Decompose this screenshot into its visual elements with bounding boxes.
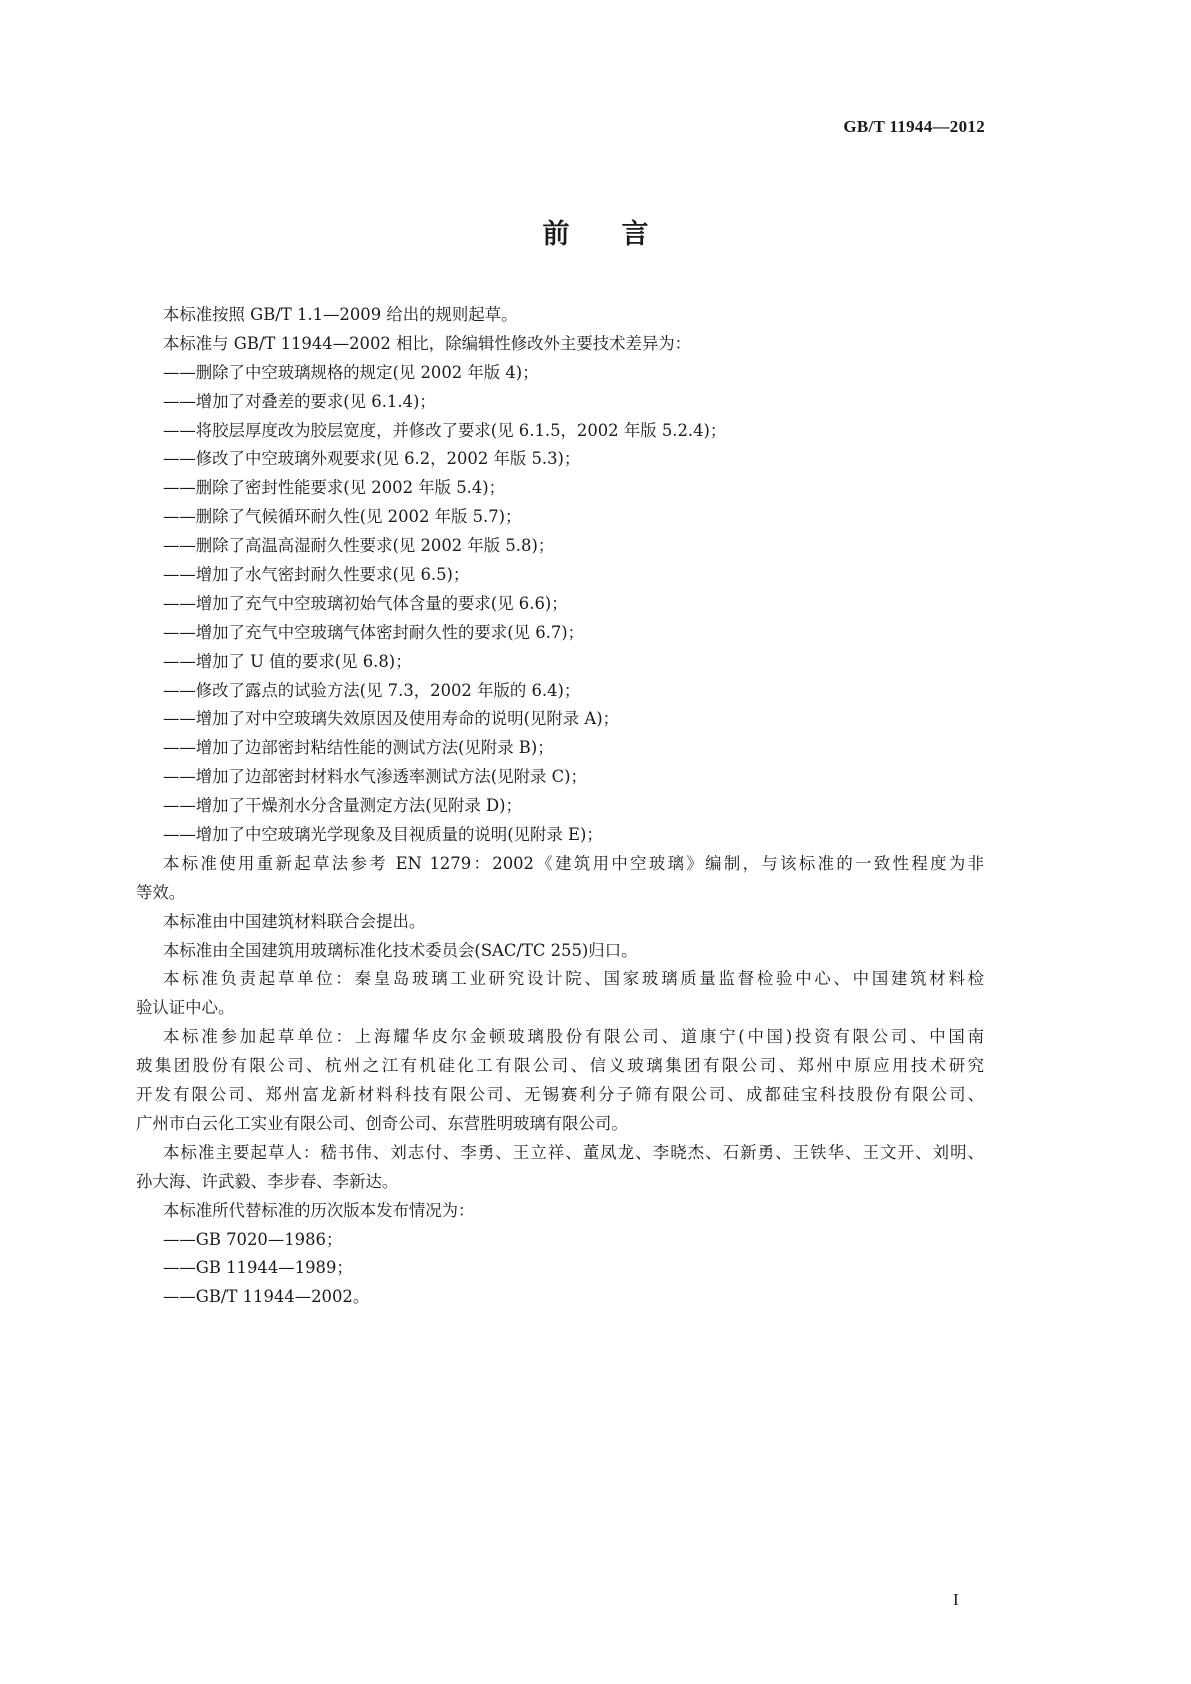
text-line: 本标准使用重新起草法参考 EN 1279：2002《建筑用中空玻璃》编制，与该标准的一致性程度为非 bbox=[163, 853, 984, 873]
text-line: ——增加了干燥剂水分含量测定方法(见附录 D)； bbox=[163, 796, 522, 816]
paragraph bbox=[136, 1139, 984, 1197]
list-item bbox=[136, 359, 984, 388]
list-item bbox=[136, 821, 984, 850]
title-char: 前 bbox=[542, 219, 570, 250]
text-line: ——将胶层厚度改为胶层宽度，并修改了要求(见 6.1.5，2002 年版 5.2.4)； bbox=[163, 420, 727, 440]
list-item bbox=[136, 648, 984, 677]
standard-number-header: GB/T 11944—2012 bbox=[843, 117, 985, 136]
text-line: ——增加了充气中空玻璃初始气体含量的要求(见 6.6)； bbox=[163, 593, 568, 613]
text-line: 本标准参加起草单位：上海耀华皮尔金顿玻璃股份有限公司、道康宁(中国)投资有限公司、中国南 bbox=[163, 1027, 984, 1047]
paragraph bbox=[136, 965, 984, 1023]
list-item bbox=[136, 734, 984, 763]
text-line: 本标准由中国建筑材料联合会提出。 bbox=[163, 911, 426, 931]
list-item bbox=[136, 445, 984, 474]
text-line: ——删除了密封性能要求(见 2002 年版 5.4)； bbox=[163, 478, 506, 498]
list-item bbox=[136, 532, 984, 561]
list-item bbox=[136, 1226, 984, 1255]
text-line: ——GB/T 11944—2002。 bbox=[163, 1287, 370, 1307]
page-title bbox=[0, 212, 1191, 251]
text-line: ——删除了气候循环耐久性(见 2002 年版 5.7)； bbox=[163, 507, 522, 527]
list-item bbox=[136, 619, 984, 648]
list-item bbox=[136, 763, 984, 792]
list-item bbox=[136, 474, 984, 503]
text-line: 本标准按照 GB/T 1.1—2009 给出的规则起草。 bbox=[163, 305, 518, 324]
title-char: 言 bbox=[621, 219, 649, 250]
paragraph bbox=[136, 1023, 984, 1139]
text-line: 玻集团股份有限公司、杭州之江有机硅化工有限公司、信义玻璃集团有限公司、郑州中原应用技术研究 bbox=[136, 1056, 984, 1076]
text-line: ——增加了 U 值的要求(见 6.8)； bbox=[163, 651, 412, 671]
list-item bbox=[136, 590, 984, 619]
list-item bbox=[136, 503, 984, 532]
text-line: ——增加了充气中空玻璃气体密封耐久性的要求(见 6.7)； bbox=[163, 622, 585, 642]
list-item bbox=[136, 388, 984, 417]
text-line: 本标准负责起草单位：秦皇岛玻璃工业研究设计院、国家玻璃质量监督检验中心、中国建筑材料检 bbox=[163, 969, 984, 989]
text-line: 广州市白云化工实业有限公司、创奇公司、东营胜明玻璃有限公司。 bbox=[136, 1113, 628, 1133]
paragraph bbox=[136, 908, 984, 937]
text-line: ——增加了中空玻璃光学现象及目视质量的说明(见附录 E)； bbox=[163, 825, 603, 845]
text-line: 本标准由全国建筑用玻璃标准化技术委员会(SAC/TC 255)归口。 bbox=[163, 940, 638, 960]
paragraph bbox=[136, 301, 984, 330]
page-number: I bbox=[953, 1590, 959, 1609]
list-item bbox=[136, 561, 984, 590]
text-line: ——修改了中空玻璃外观要求(见 6.2，2002 年版 5.3)； bbox=[163, 449, 581, 469]
text-line: ——GB 7020—1986； bbox=[163, 1229, 343, 1249]
list-item bbox=[136, 1283, 984, 1312]
text-line: 本标准所代替标准的历次版本发布情况为： bbox=[163, 1200, 475, 1220]
list-item bbox=[136, 1254, 984, 1283]
text-line: 验认证中心。 bbox=[136, 998, 235, 1018]
text-line: 开发有限公司、郑州富龙新材料科技有限公司、无锡赛利分子筛有限公司、成都硅宝科技股份有限公司、 bbox=[136, 1085, 984, 1105]
text-line: 等效。 bbox=[136, 882, 186, 902]
list-item bbox=[136, 417, 984, 446]
paragraph bbox=[136, 937, 984, 966]
text-line: ——增加了边部密封粘结性能的测试方法(见附录 B)； bbox=[163, 738, 554, 758]
text-line: ——GB 11944—1989； bbox=[163, 1258, 353, 1278]
text-line: ——修改了露点的试验方法(见 7.3，2002 年版的 6.4)； bbox=[163, 680, 581, 700]
text-line: 孙大海、许武毅、李步春、李新达。 bbox=[136, 1171, 399, 1191]
text-line: 本标准与 GB/T 11944—2002 相比，除编辑性修改外主要技术差异为： bbox=[163, 333, 692, 353]
text-line: ——增加了对叠差的要求(见 6.1.4)； bbox=[163, 391, 436, 411]
paragraph bbox=[136, 1197, 984, 1226]
text-line: ——删除了高温高湿耐久性要求(见 2002 年版 5.8)； bbox=[163, 536, 555, 556]
text-line: 本标准主要起草人：嵇书伟、刘志付、李勇、王立祥、董凤龙、李晓杰、石新勇、王铁华、王文开、刘明、 bbox=[163, 1142, 984, 1162]
list-item bbox=[136, 677, 984, 706]
text-line: ——增加了水气密封耐久性要求(见 6.5)； bbox=[163, 565, 470, 585]
list-item bbox=[136, 792, 984, 821]
text-line: ——删除了中空玻璃规格的规定(见 2002 年版 4)； bbox=[163, 362, 539, 382]
document-body bbox=[136, 301, 984, 1312]
paragraph bbox=[136, 330, 984, 359]
paragraph bbox=[136, 850, 984, 908]
text-line: ——增加了对中空玻璃失效原因及使用寿命的说明(见附录 A)； bbox=[163, 709, 619, 729]
list-item bbox=[136, 705, 984, 734]
text-line: ——增加了边部密封材料水气渗透率测试方法(见附录 C)； bbox=[163, 767, 587, 787]
